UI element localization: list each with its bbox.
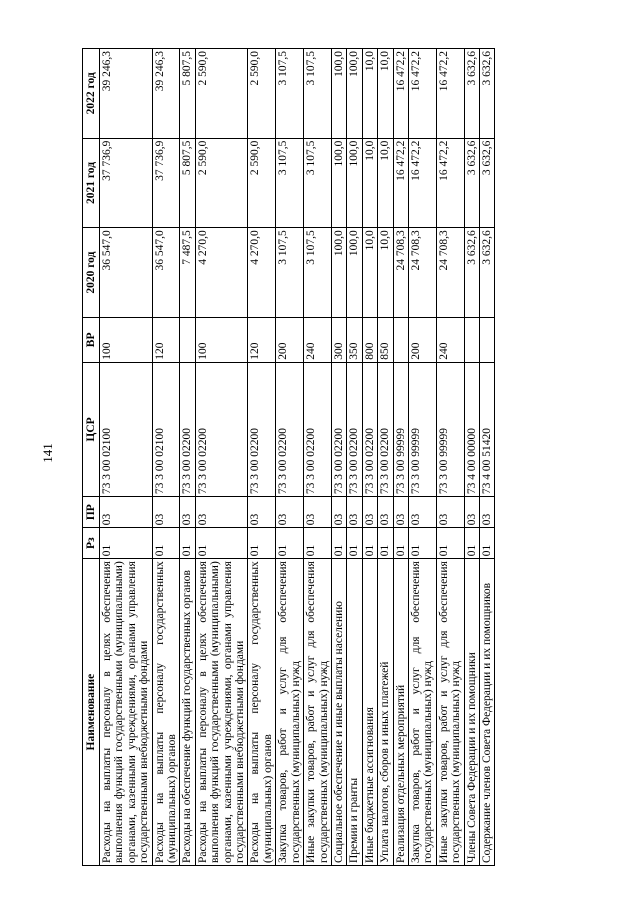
row-2020: 4 270,0 [195, 228, 248, 318]
row-2020: 7 487,5 [180, 228, 195, 318]
row-csr: 73 3 00 99999 [408, 362, 436, 496]
row-name: Социальное обеспечение и иные выплаты населению [331, 559, 346, 866]
row-vr: 240 [436, 317, 464, 362]
row-pr: 03 [464, 497, 479, 528]
row-2021: 5 807,5 [180, 138, 195, 228]
row-vr: 200 [408, 317, 436, 362]
row-2022: 100,0 [331, 49, 346, 139]
row-2020: 3 632,6 [479, 228, 494, 318]
row-vr: 240 [304, 317, 332, 362]
row-vr: 800 [362, 317, 377, 362]
header-name: Наименование [83, 559, 100, 866]
row-name: Расходы на выплаты персоналу государственных (муниципальных) органов [248, 559, 276, 866]
row-2020: 4 270,0 [248, 228, 276, 318]
row-rz: 01 [362, 528, 377, 559]
row-2021: 16 472,2 [408, 138, 436, 228]
row-2022: 5 807,5 [180, 49, 195, 139]
row-csr: 73 3 00 02200 [180, 362, 195, 496]
row-2021: 2 590,0 [248, 138, 276, 228]
row-pr: 03 [304, 497, 332, 528]
row-2020: 24 708,3 [393, 228, 408, 318]
row-2022: 39 246,3 [152, 49, 180, 139]
row-rz: 01 [100, 528, 153, 559]
table-row [248, 49, 276, 866]
table-row [378, 49, 393, 866]
row-pr: 03 [152, 497, 180, 528]
row-2021: 100,0 [331, 138, 346, 228]
table-row [393, 49, 408, 866]
row-2020: 10,0 [362, 228, 377, 318]
row-pr: 03 [331, 497, 346, 528]
row-csr: 73 3 00 02200 [195, 362, 248, 496]
row-rz: 01 [393, 528, 408, 559]
header-row [83, 49, 100, 866]
row-rz: 01 [378, 528, 393, 559]
table-body [100, 49, 495, 866]
row-2022: 100,0 [347, 49, 362, 139]
row-rz: 01 [408, 528, 436, 559]
table-row [180, 49, 195, 866]
row-csr: 73 3 00 02200 [378, 362, 393, 496]
row-pr: 03 [276, 497, 304, 528]
row-csr: 73 3 00 02200 [347, 362, 362, 496]
row-2020: 24 708,3 [436, 228, 464, 318]
row-vr [393, 317, 408, 362]
row-vr: 100 [195, 317, 248, 362]
row-rz: 01 [276, 528, 304, 559]
table-row [436, 49, 464, 866]
row-rz: 01 [464, 528, 479, 559]
row-csr: 73 3 00 02200 [276, 362, 304, 496]
row-name: Премии и гранты [347, 559, 362, 866]
row-2022: 10,0 [378, 49, 393, 139]
row-name: Расходы на выплаты персоналу в целях обеспечения выполнения функций государственными (муниципальными) органами, казенными учреждениями, органами управления государственными внебюджетными фондами [100, 559, 153, 866]
row-2020: 36 547,0 [152, 228, 180, 318]
row-2022: 3 632,6 [464, 49, 479, 139]
row-vr: 100 [100, 317, 153, 362]
table-row [100, 49, 153, 866]
row-name: Расходы на выплаты персоналу государственных (муниципальных) органов [152, 559, 180, 866]
row-name: Закупка товаров, работ и услуг для обеспечения государственных (муниципальных) нужд [276, 559, 304, 866]
row-vr [479, 317, 494, 362]
table-row [479, 49, 494, 866]
row-pr: 03 [362, 497, 377, 528]
row-csr: 73 3 00 99999 [436, 362, 464, 496]
table-row [408, 49, 436, 866]
row-vr: 300 [331, 317, 346, 362]
row-2020: 10,0 [378, 228, 393, 318]
row-pr: 03 [248, 497, 276, 528]
row-2021: 16 472,2 [393, 138, 408, 228]
row-name: Расходы на выплаты персоналу в целях обеспечения выполнения функций государственными (муниципальными) органами, казенными учреждениями, органами управления государственными внебюджетными фондами [195, 559, 248, 866]
row-2020: 3 632,6 [464, 228, 479, 318]
row-vr: 200 [276, 317, 304, 362]
row-name: Содержание членов Совета Федерации и их помощников [479, 559, 494, 866]
header-pr: ПР [83, 497, 100, 528]
row-2020: 24 708,3 [408, 228, 436, 318]
row-2021: 2 590,0 [195, 138, 248, 228]
table-row [152, 49, 180, 866]
row-2021: 3 107,5 [276, 138, 304, 228]
row-2021: 3 632,6 [479, 138, 494, 228]
row-csr: 73 3 00 02100 [152, 362, 180, 496]
row-2022: 3 632,6 [479, 49, 494, 139]
row-2022: 39 246,3 [100, 49, 153, 139]
row-2021: 3 632,6 [464, 138, 479, 228]
header-2021: 2021 год [83, 138, 100, 228]
row-name: Иные закупки товаров, работ и услуг для обеспечения государственных (муниципальных) нужд [304, 559, 332, 866]
row-2022: 3 107,5 [276, 49, 304, 139]
row-vr: 350 [347, 317, 362, 362]
table-row [464, 49, 479, 866]
row-name: Закупка товаров, работ и услуг для обеспечения государственных (муниципальных) нужд [408, 559, 436, 866]
row-pr: 03 [436, 497, 464, 528]
row-vr: 850 [378, 317, 393, 362]
row-vr: 120 [152, 317, 180, 362]
table-row [195, 49, 248, 866]
header-csr: ЦСР [83, 362, 100, 496]
row-2021: 10,0 [378, 138, 393, 228]
row-csr: 73 3 00 02200 [331, 362, 346, 496]
table-row [304, 49, 332, 866]
rotated-table-container [82, 48, 562, 866]
row-2020: 100,0 [347, 228, 362, 318]
row-vr: 120 [248, 317, 276, 362]
row-2020: 3 107,5 [304, 228, 332, 318]
table-row [347, 49, 362, 866]
row-name: Реализация отдельных мероприятий [393, 559, 408, 866]
row-2020: 3 107,5 [276, 228, 304, 318]
row-name: Иные бюджетные ассигнования [362, 559, 377, 866]
row-csr: 73 3 00 02200 [248, 362, 276, 496]
row-rz: 01 [248, 528, 276, 559]
row-rz: 01 [347, 528, 362, 559]
header-2022: 2022 год [83, 49, 100, 139]
row-csr: 73 3 00 02200 [304, 362, 332, 496]
header-2020: 2020 год [83, 228, 100, 318]
row-rz: 01 [479, 528, 494, 559]
row-2021: 16 472,2 [436, 138, 464, 228]
row-pr: 03 [393, 497, 408, 528]
row-csr: 73 3 00 02200 [362, 362, 377, 496]
row-pr: 03 [195, 497, 248, 528]
row-2022: 2 590,0 [195, 49, 248, 139]
row-rz: 01 [180, 528, 195, 559]
row-name: Члены Совета Федерации и их помощники [464, 559, 479, 866]
row-vr [180, 317, 195, 362]
table-row [362, 49, 377, 866]
page-number: 141 [40, 443, 55, 463]
row-2020: 36 547,0 [100, 228, 153, 318]
row-2020: 100,0 [331, 228, 346, 318]
row-pr: 03 [180, 497, 195, 528]
row-pr: 03 [408, 497, 436, 528]
row-csr: 73 3 00 99999 [393, 362, 408, 496]
row-pr: 03 [100, 497, 153, 528]
header-rz: Рз [83, 528, 100, 559]
table-row [331, 49, 346, 866]
budget-table [82, 48, 495, 866]
row-rz: 01 [195, 528, 248, 559]
row-2021: 100,0 [347, 138, 362, 228]
row-2022: 16 472,2 [393, 49, 408, 139]
row-2021: 3 107,5 [304, 138, 332, 228]
row-vr [464, 317, 479, 362]
row-2022: 10,0 [362, 49, 377, 139]
row-pr: 03 [479, 497, 494, 528]
row-2021: 37 736,9 [152, 138, 180, 228]
row-name: Расходы на обеспечение функций государственных органов [180, 559, 195, 866]
row-2022: 2 590,0 [248, 49, 276, 139]
row-name: Уплата налогов, сборов и иных платежей [378, 559, 393, 866]
row-2022: 3 107,5 [304, 49, 332, 139]
row-csr: 73 4 00 51420 [479, 362, 494, 496]
row-rz: 01 [331, 528, 346, 559]
table-row [276, 49, 304, 866]
row-pr: 03 [378, 497, 393, 528]
row-csr: 73 3 00 02100 [100, 362, 153, 496]
row-2022: 16 472,2 [408, 49, 436, 139]
row-rz: 01 [436, 528, 464, 559]
row-2021: 37 736,9 [100, 138, 153, 228]
row-rz: 01 [304, 528, 332, 559]
row-pr: 03 [347, 497, 362, 528]
header-vr: ВР [83, 317, 100, 362]
row-2021: 10,0 [362, 138, 377, 228]
row-rz: 01 [152, 528, 180, 559]
row-name: Иные закупки товаров, работ и услуг для обеспечения государственных (муниципальных) нужд [436, 559, 464, 866]
row-2022: 16 472,2 [436, 49, 464, 139]
row-csr: 73 4 00 00000 [464, 362, 479, 496]
